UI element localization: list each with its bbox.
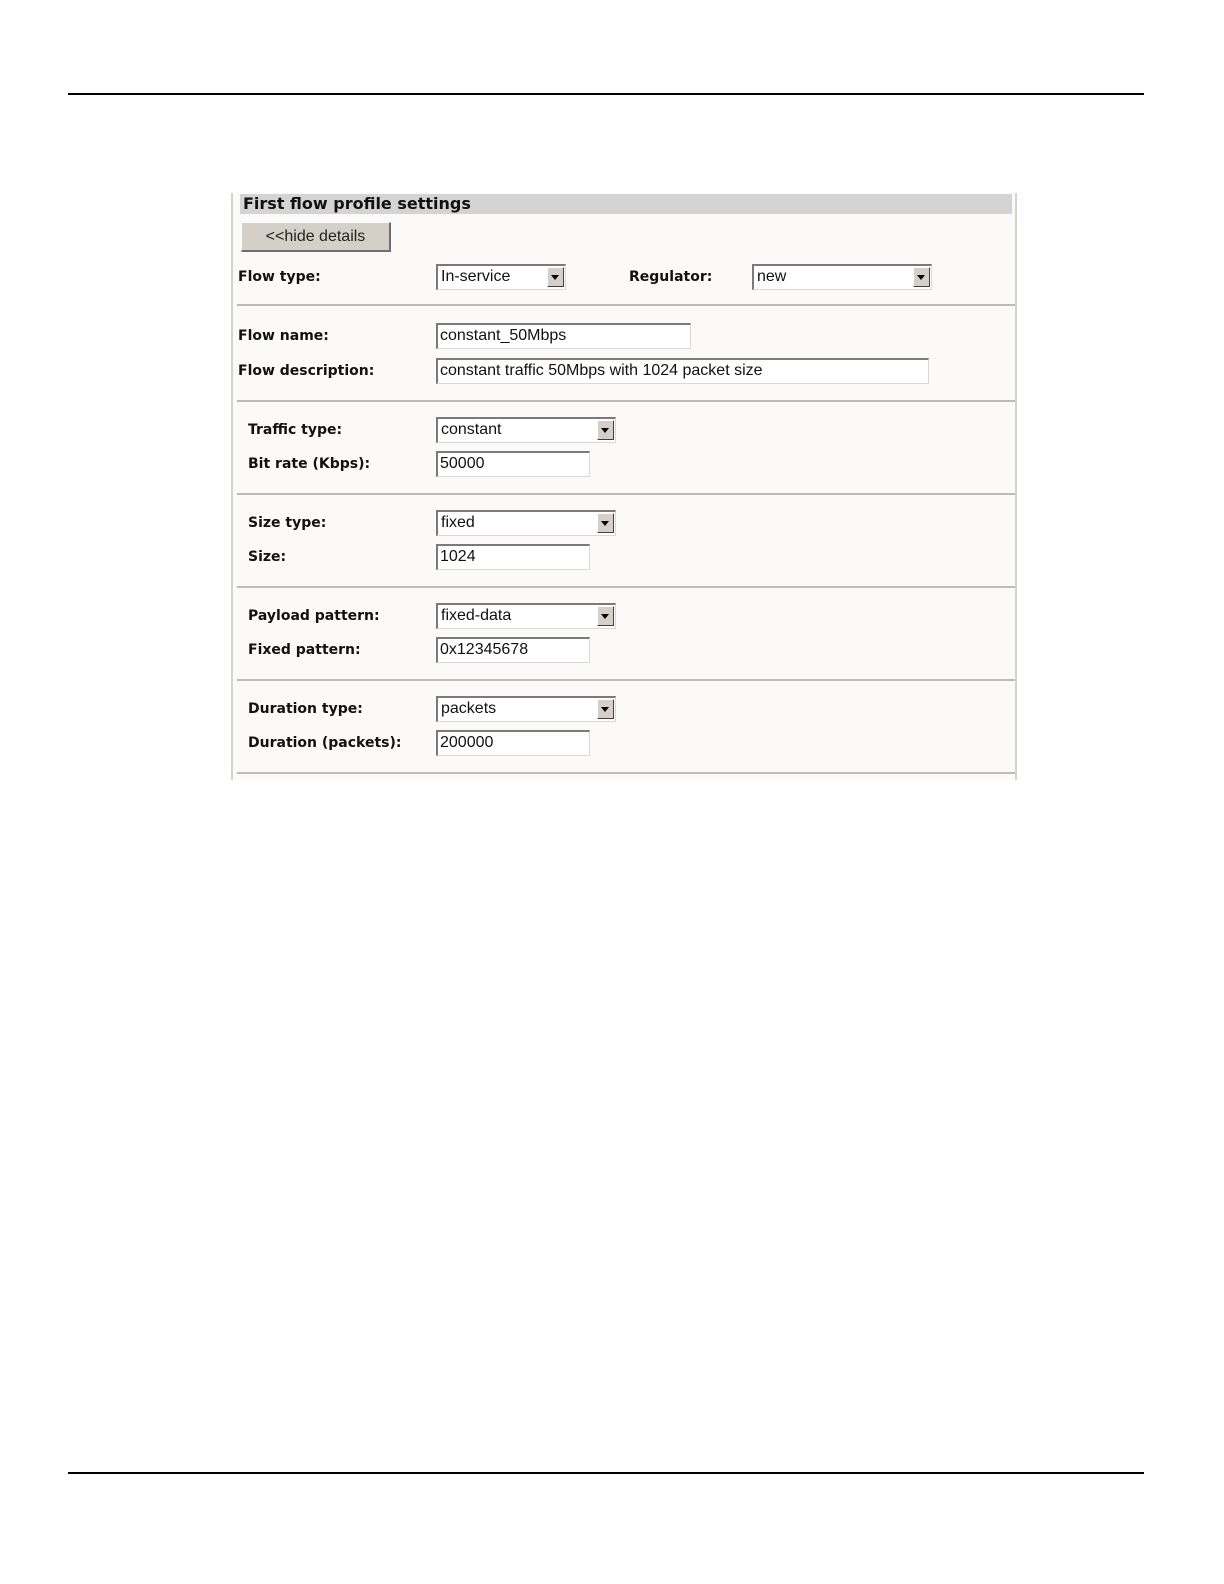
- chevron-down-icon[interactable]: [547, 267, 564, 287]
- flow-profile-panel: [231, 193, 1017, 780]
- payload-pattern-select[interactable]: [436, 603, 616, 629]
- size-type-value: fixed: [441, 514, 475, 531]
- flow-name-label: Flow name:: [238, 328, 329, 344]
- regulator-value: new: [757, 268, 787, 285]
- chevron-down-icon[interactable]: [597, 513, 614, 533]
- regulator-select[interactable]: [752, 264, 932, 290]
- footer-rule: [68, 1472, 1144, 1474]
- size-input[interactable]: 1024: [436, 544, 590, 570]
- section-divider: [237, 679, 1015, 681]
- panel-title: First flow profile settings: [240, 194, 1012, 214]
- header-rule: [68, 93, 1144, 95]
- size-type-label: Size type:: [248, 515, 327, 531]
- flow-type-value: In-service: [441, 268, 511, 285]
- duration-packets-label: Duration (packets):: [248, 735, 402, 751]
- flow-description-input[interactable]: constant traffic 50Mbps with 1024 packet size: [436, 358, 929, 384]
- duration-type-select[interactable]: [436, 696, 616, 722]
- section-divider: [237, 772, 1015, 774]
- payload-pattern-label: Payload pattern:: [248, 608, 380, 624]
- chevron-down-icon[interactable]: [597, 699, 614, 719]
- size-type-select[interactable]: [436, 510, 616, 536]
- chevron-down-icon[interactable]: [597, 420, 614, 440]
- duration-packets-input[interactable]: 200000: [436, 730, 590, 756]
- payload-pattern-value: fixed-data: [441, 607, 512, 624]
- section-divider: [237, 304, 1015, 306]
- fixed-pattern-label: Fixed pattern:: [248, 642, 361, 658]
- flow-type-select[interactable]: [436, 264, 566, 290]
- section-divider: [237, 400, 1015, 402]
- bit-rate-label: Bit rate (Kbps):: [248, 456, 371, 472]
- chevron-down-icon[interactable]: [913, 267, 930, 287]
- flow-description-label: Flow description:: [238, 363, 375, 379]
- duration-type-label: Duration type:: [248, 701, 363, 717]
- section-divider: [237, 586, 1015, 588]
- size-label: Size:: [248, 549, 287, 565]
- flow-type-label: Flow type:: [238, 269, 321, 285]
- hide-details-button[interactable]: <<hide details: [241, 222, 391, 252]
- traffic-type-select[interactable]: [436, 417, 616, 443]
- flow-name-input[interactable]: constant_50Mbps: [436, 323, 691, 349]
- fixed-pattern-input[interactable]: 0x12345678: [436, 637, 590, 663]
- chevron-down-icon[interactable]: [597, 606, 614, 626]
- section-divider: [237, 493, 1015, 495]
- bit-rate-input[interactable]: 50000: [436, 451, 590, 477]
- traffic-type-value: constant: [441, 421, 502, 438]
- traffic-type-label: Traffic type:: [248, 422, 343, 438]
- duration-type-value: packets: [441, 700, 497, 717]
- regulator-label: Regulator:: [629, 269, 713, 285]
